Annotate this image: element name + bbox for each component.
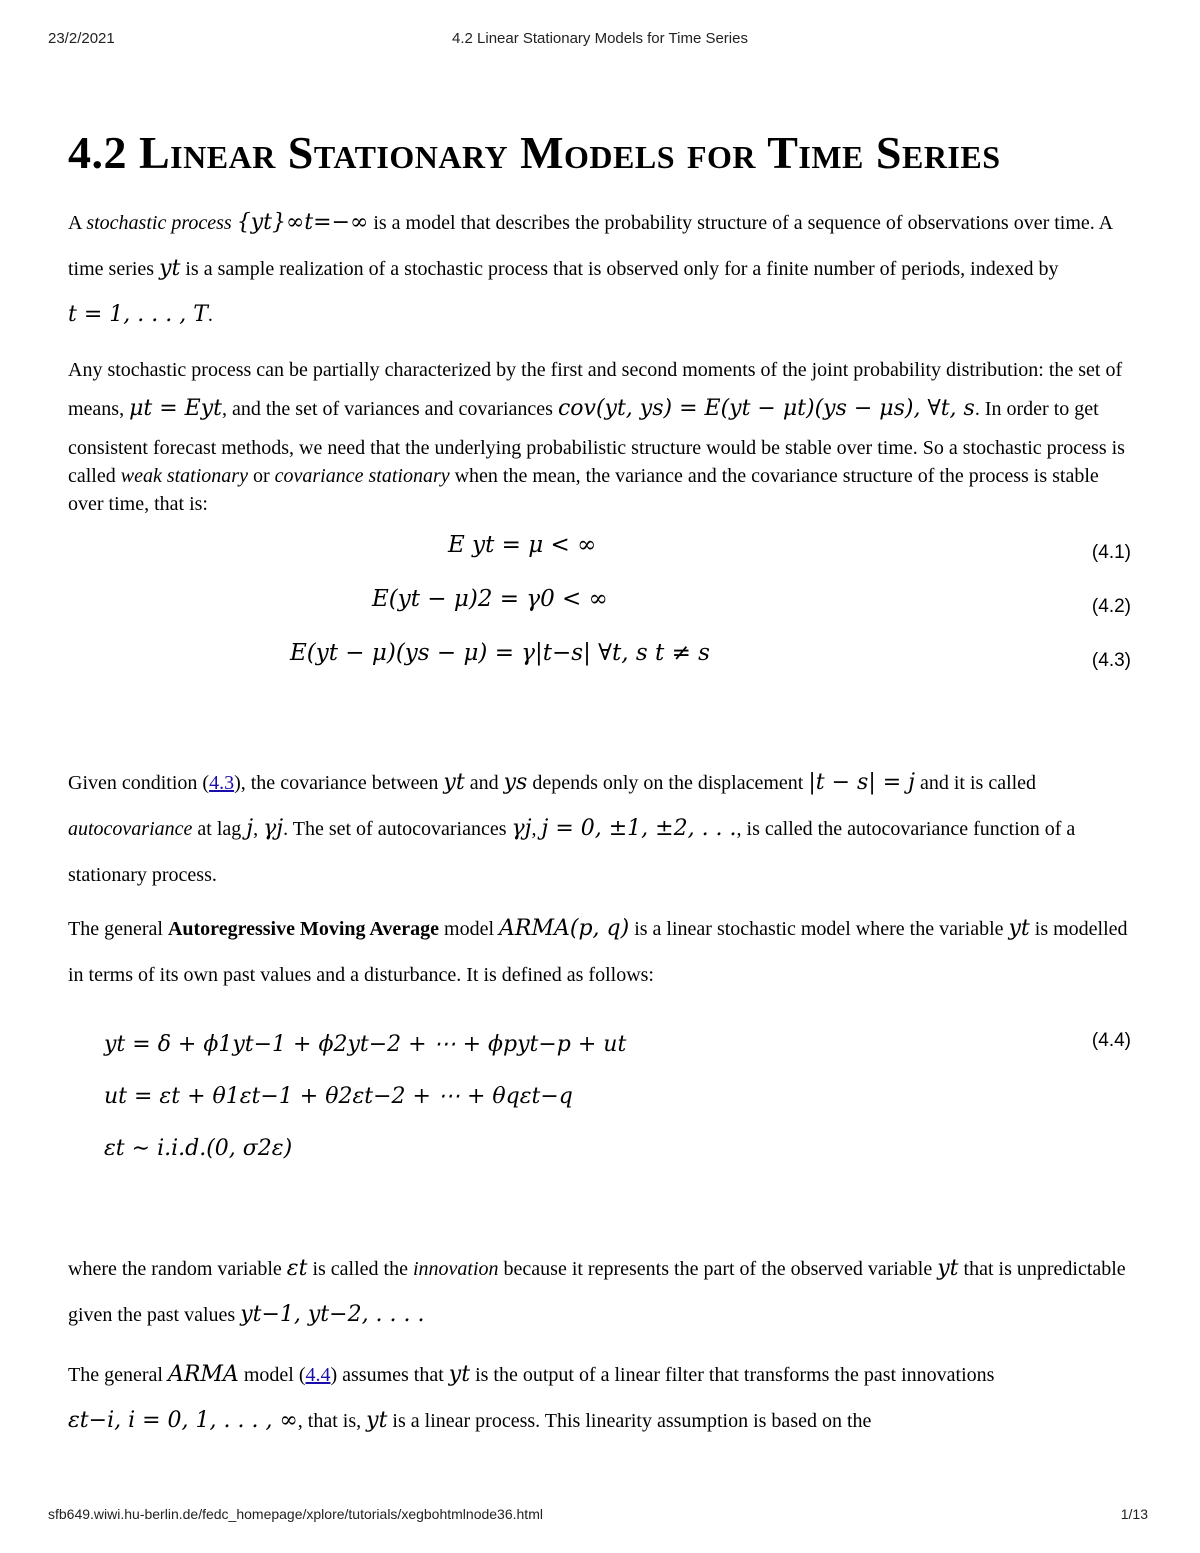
- text: ), the covariance between: [234, 772, 439, 794]
- term-covariance-stationary: covariance stationary: [274, 465, 450, 487]
- math-ys: ys: [503, 770, 528, 795]
- text: that is unpredictable given the past values: [68, 1258, 1126, 1326]
- document-body: [68, 126, 1133, 1462]
- math-epsilon-t: εt: [286, 1256, 308, 1281]
- text: where the random variable: [68, 1258, 282, 1280]
- text: , is called the autocovariance function of a stationary process.: [68, 818, 1076, 886]
- equation-number: (4.3): [1091, 650, 1131, 671]
- text: model: [444, 918, 495, 940]
- text: ,: [253, 818, 259, 840]
- equation-link-4-3[interactable]: 4.3: [209, 772, 235, 794]
- math-gamma-j: γj: [263, 816, 284, 841]
- text: . The set of autocovariances: [283, 818, 507, 840]
- equation-number: (4.4): [1091, 1030, 1131, 1051]
- text: is the output of a linear filter that transforms the past innovations: [475, 1364, 995, 1386]
- page-title: [68, 126, 1133, 180]
- text: at lag: [197, 818, 242, 840]
- text: . In order to get consistent forecast methods, we need that the underlying probabilistic structure would be stable over time. So a stochastic process is called: [68, 398, 1125, 487]
- math-past-values: yt−1, yt−2, . . . .: [240, 1302, 425, 1327]
- math-covariance: cov(yt, ys) = E(yt − μt)(ys − μs), ∀t, s: [557, 396, 975, 421]
- text: when the mean, the variance and the covariance structure of the process is stable over time, that is:: [68, 465, 1099, 515]
- math-yt: yt: [937, 1256, 959, 1281]
- text: model (: [243, 1364, 306, 1386]
- math-innovations: εt−i, i = 0, 1, . . . , ∞: [68, 1408, 298, 1433]
- print-date: 23/2/2021: [48, 30, 115, 47]
- equation-arma-line-2: ut = εt + θ1εt−1 + θ2εt−2 + ⋯ + θqεt−q: [104, 1084, 573, 1109]
- math-yt: yt: [1008, 916, 1030, 941]
- equation-block-stationarity: [68, 532, 1133, 694]
- text: , and the set of variances and covariances: [221, 398, 553, 420]
- math-index: t = 1, . . . , T: [68, 302, 208, 327]
- paragraph-stochastic-process: [68, 200, 1133, 338]
- term-autocovariance: autocovariance: [68, 818, 193, 840]
- title-text: Linear Stationary Models for Time Series: [139, 127, 1001, 178]
- equation-4-1: E yt = μ < ∞: [448, 532, 597, 558]
- math-mean: μt = Eyt: [129, 396, 222, 421]
- paragraph-innovation: [68, 1246, 1133, 1338]
- math-yt: yt: [448, 1362, 471, 1387]
- text: or: [252, 465, 270, 487]
- equation-number: (4.1): [1091, 542, 1131, 563]
- text: and: [469, 772, 499, 794]
- equation-4-2: E(yt − μ)2 = γ0 < ∞: [372, 586, 608, 612]
- text: , that is,: [297, 1410, 362, 1432]
- term-weak-stationary: weak stationary: [120, 465, 248, 487]
- paragraph-linear-filter: [68, 1352, 1133, 1444]
- text: is a linear process. This linearity assumption is based on the: [392, 1410, 872, 1432]
- math-arma-pq: ARMA(p, q): [499, 916, 630, 941]
- equation-link-4-4[interactable]: 4.4: [305, 1364, 331, 1386]
- math-displacement: |t − s| = j: [808, 770, 915, 795]
- paragraph-arma-definition: [68, 906, 1133, 998]
- math-yt: yt: [443, 770, 465, 795]
- equation-number: (4.2): [1091, 596, 1131, 617]
- text: Given condition (: [68, 772, 210, 794]
- text: is modelled in terms of its own past values and a disturbance. It is defined as follows:: [68, 918, 1128, 986]
- text: The general: [68, 918, 163, 940]
- math-arma: ARMA: [167, 1362, 239, 1387]
- equation-row: [68, 640, 1133, 694]
- text: and it is called: [919, 772, 1037, 794]
- term-stochastic-process: stochastic process: [86, 212, 232, 234]
- text: is a sample realization of a stochastic process that is observed only for a finite number of periods, indexed by: [185, 258, 1059, 280]
- title-number: 4.2: [68, 127, 127, 178]
- text: The general: [68, 1364, 163, 1386]
- text: ,: [531, 818, 537, 840]
- text: ) assumes that: [330, 1364, 444, 1386]
- text: is a model that describes the probability structure of a sequence of observations over time. A time series: [68, 212, 1113, 280]
- math-lags: j = 0, ±1, ±2, . . .: [541, 816, 737, 841]
- math-gamma-j: γj: [511, 816, 532, 841]
- text: because it represents the part of the observed variable: [503, 1258, 933, 1280]
- term-arma: Autoregressive Moving Average: [167, 918, 440, 940]
- text: depends only on the displacement: [532, 772, 804, 794]
- text: is a linear stochastic model where the variable: [634, 918, 1004, 940]
- equation-block-arma: [68, 1016, 1133, 1186]
- paragraph-autocovariance: [68, 760, 1133, 898]
- print-header-title: 4.2 Linear Stationary Models for Time Series: [452, 30, 748, 47]
- text: is called the: [312, 1258, 408, 1280]
- print-footer-url: sfb649.wiwi.hu-berlin.de/fedc_homepage/xplore/tutorials/xegbohtmlnode36.html: [48, 1506, 543, 1522]
- text: Any stochastic process can be partially characterized by the first and second moments of the joint probability distribution: the set of means,: [68, 359, 1123, 420]
- equation-4-3: E(yt − μ)(ys − μ) = γ|t−s| ∀t, s t ≠ s: [290, 640, 710, 666]
- text: .: [207, 304, 213, 326]
- equation-arma-line-1: yt = δ + ϕ1yt−1 + ϕ2yt−2 + ⋯ + ϕpyt−p + ut: [104, 1032, 627, 1057]
- equation-arma-line-3: εt ∼ i.i.d.(0, σ2ε): [104, 1136, 293, 1161]
- text: A: [68, 212, 82, 234]
- math-j: j: [246, 816, 254, 841]
- equation-row: [68, 586, 1133, 640]
- math-process: {yt}∞t=−∞: [236, 210, 369, 235]
- math-yt: yt: [159, 256, 181, 281]
- math-yt: yt: [366, 1408, 388, 1433]
- equation-row: [68, 532, 1133, 586]
- term-innovation: innovation: [412, 1258, 499, 1280]
- print-page-number: 1/13: [1120, 1506, 1148, 1522]
- paragraph-moments: [68, 356, 1133, 518]
